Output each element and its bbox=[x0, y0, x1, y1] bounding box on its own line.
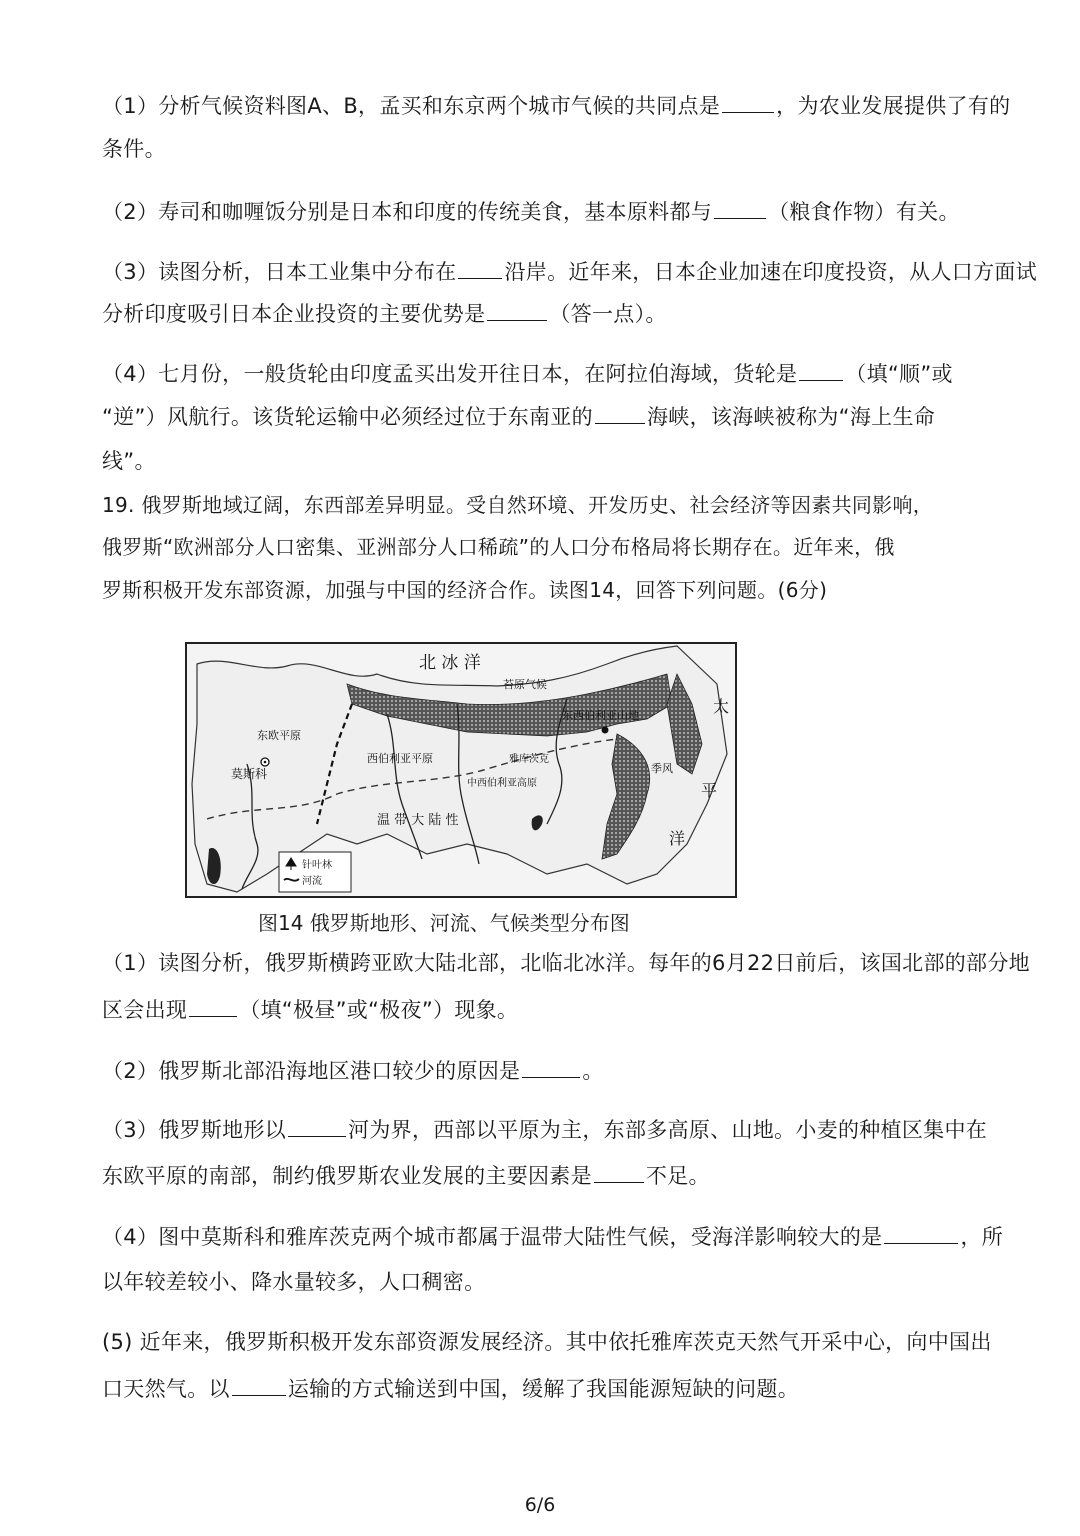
label-continental: 温 带 大 陆 性 bbox=[377, 813, 459, 828]
q19-p1-text-a: （1）读图分析，俄罗斯横跨亚欧大陆北部，北临北冰洋。每年的6月22日前后，该国北部的部分地 bbox=[102, 951, 1030, 975]
q18-p2-text-b: （粮食作物）有关。 bbox=[768, 200, 960, 224]
q18-p3-text-c: 分析印度吸引日本企业投资的主要优势是 bbox=[102, 302, 486, 326]
answer-blank[interactable] bbox=[799, 358, 843, 381]
q19-p4-line2 bbox=[102, 1267, 1020, 1297]
q19-p2 bbox=[102, 1055, 1020, 1086]
q18-p2 bbox=[102, 196, 1020, 227]
label-monsoon: 季风 bbox=[651, 762, 673, 775]
q18-p3-text-a: （3）读图分析，日本工业集中分布在 bbox=[102, 260, 457, 284]
q18-p3-text-b: 沿岸。近年来，日本企业加速在印度投资，从人口方面试 bbox=[504, 260, 1037, 284]
label-arctic: 北 冰 洋 bbox=[419, 653, 481, 673]
q19-p5-text-c: 运输的方式输送到中国，缓解了我国能源短缺的问题。 bbox=[287, 1377, 800, 1401]
q19-p3-text-a: （3）俄罗斯地形以 bbox=[102, 1118, 287, 1142]
label-central-siberian-plateau: 中西伯利亚高原 bbox=[467, 778, 537, 789]
q18-p3-line1 bbox=[102, 256, 1037, 287]
label-west-siberian-plain: 西伯利亚平原 bbox=[367, 752, 433, 765]
q19-p5-text-b: 口天然气。以 bbox=[102, 1377, 230, 1401]
q19-intro-text-c: 罗斯积极开发东部资源，加强与中国的经济合作。读图14，回答下列问题。(6分) bbox=[102, 578, 828, 602]
russia-map bbox=[187, 644, 735, 896]
q18-p1-text-b: ，为农业发展提供了有的 bbox=[776, 94, 1011, 118]
q18-p1-text-c: 条件。 bbox=[102, 137, 166, 161]
q19-intro-line3 bbox=[102, 575, 1020, 605]
label-east-siberian-mts: 东西伯利亚山地 bbox=[562, 709, 639, 722]
q19-p2-text-a: （2）俄罗斯北部沿海地区港口较少的原因是 bbox=[102, 1059, 521, 1083]
q19-p1-line1 bbox=[102, 948, 1030, 978]
q19-p4-text-a: （4）图中莫斯科和雅库茨克两个城市都属于温带大陆性气候，受海洋影响较大的是 bbox=[102, 1225, 883, 1249]
answer-blank[interactable] bbox=[522, 1055, 580, 1078]
label-yakutsk: 雅库茨克 bbox=[509, 754, 549, 765]
q19-p3-text-c: 东欧平原的南部，制约俄罗斯农业发展的主要因素是 bbox=[102, 1164, 592, 1188]
q18-p3-text-d: （答一点）。 bbox=[549, 302, 667, 326]
q19-p3-line2 bbox=[102, 1160, 1020, 1191]
q18-p4-line3 bbox=[102, 446, 1020, 476]
answer-blank[interactable] bbox=[722, 90, 774, 113]
q19-p1-text-b: 区会出现 bbox=[102, 998, 188, 1022]
q18-p4-line2 bbox=[102, 401, 1020, 432]
q18-p4-line1 bbox=[102, 358, 1020, 389]
q19-p5-text-a: (5) 近年来，俄罗斯积极开发东部资源发展经济。其中依托雅库茨克天然气开采中心，向中国出 bbox=[102, 1330, 992, 1354]
label-moscow: 莫斯科 bbox=[231, 767, 268, 781]
q19-p4-text-b: ，所 bbox=[960, 1225, 1004, 1249]
q18-p1-text-a: （1）分析气候资料图A、B，孟买和东京两个城市气候的共同点是 bbox=[102, 94, 721, 118]
q18-p3-line2 bbox=[102, 298, 1020, 329]
q18-p4-text-d: 海峡，该海峡被称为“海上生命 bbox=[646, 405, 936, 429]
legend-conifer-label: 针叶林 bbox=[302, 860, 332, 871]
q18-p4-text-a: （4）七月份，一般货轮由印度孟买出发开往日本，在阿拉伯海域，货轮是 bbox=[102, 362, 798, 386]
q19-p4-line1 bbox=[102, 1221, 1020, 1252]
q18-p4-text-c: “逆”）风航行。该货轮运输中必须经过位于东南亚的 bbox=[102, 405, 593, 429]
q19-p1-text-c: （填“极昼”或“极夜”）现象。 bbox=[239, 998, 519, 1022]
russia-map-figure bbox=[185, 642, 737, 898]
answer-blank[interactable] bbox=[487, 298, 547, 321]
q19-p5-line1 bbox=[102, 1327, 1020, 1357]
answer-blank[interactable] bbox=[458, 256, 502, 279]
q19-p1-line2 bbox=[102, 994, 1020, 1025]
q19-p3-line1 bbox=[102, 1114, 1020, 1145]
answer-blank[interactable] bbox=[884, 1221, 958, 1244]
label-tundra: 苔原气候 bbox=[503, 678, 547, 691]
q19-intro-line2 bbox=[102, 532, 1020, 562]
answer-blank[interactable] bbox=[288, 1114, 346, 1137]
label-pacific-ping: 平 bbox=[701, 781, 718, 800]
q18-p2-text-a: （2）寿司和咖喱饭分别是日本和印度的传统美食，基本原料都与 bbox=[102, 200, 713, 224]
q18-p4-text-e: 线”。 bbox=[102, 449, 156, 473]
q19-p2-text-b: 。 bbox=[582, 1059, 604, 1083]
answer-blank[interactable] bbox=[714, 196, 766, 219]
q19-intro-text-a: 19. 俄罗斯地域辽阔，东西部差异明显。受自然环境、开发历史、社会经济等因素共同影响， bbox=[102, 493, 934, 517]
answer-blank[interactable] bbox=[189, 994, 237, 1017]
q18-p1-line1 bbox=[102, 90, 1020, 121]
q19-p5-line2 bbox=[102, 1373, 1020, 1404]
label-pacific-yang: 洋 bbox=[669, 829, 686, 848]
figure-caption: 图14 俄罗斯地形、河流、气候类型分布图 bbox=[258, 911, 630, 935]
q19-p3-text-b: 河为界，西部以平原为主，东部多高原、山地。小麦的种植区集中在 bbox=[348, 1118, 988, 1142]
q18-p1-line2 bbox=[102, 134, 1020, 164]
q18-p4-text-b: （填“顺”或 bbox=[845, 362, 953, 386]
q19-p4-text-c: 以年较差较小、降水量较多，人口稠密。 bbox=[102, 1270, 486, 1294]
legend-river-label: 河流 bbox=[302, 876, 322, 887]
q19-p3-text-d: 不足。 bbox=[645, 1164, 710, 1188]
label-pacific-tai: 太 bbox=[713, 697, 730, 716]
page-number: 6/6 bbox=[524, 1494, 556, 1516]
q19-intro-line1 bbox=[102, 490, 1020, 520]
answer-blank[interactable] bbox=[595, 401, 645, 424]
yakutsk-marker bbox=[602, 727, 609, 734]
answer-blank[interactable] bbox=[232, 1373, 286, 1396]
answer-blank[interactable] bbox=[594, 1160, 644, 1183]
q19-intro-text-b: 俄罗斯“欧洲部分人口密集、亚洲部分人口稀疏”的人口分布格局将长期存在。近年来，俄 bbox=[102, 535, 895, 559]
label-east-european-plain: 东欧平原 bbox=[257, 729, 301, 742]
